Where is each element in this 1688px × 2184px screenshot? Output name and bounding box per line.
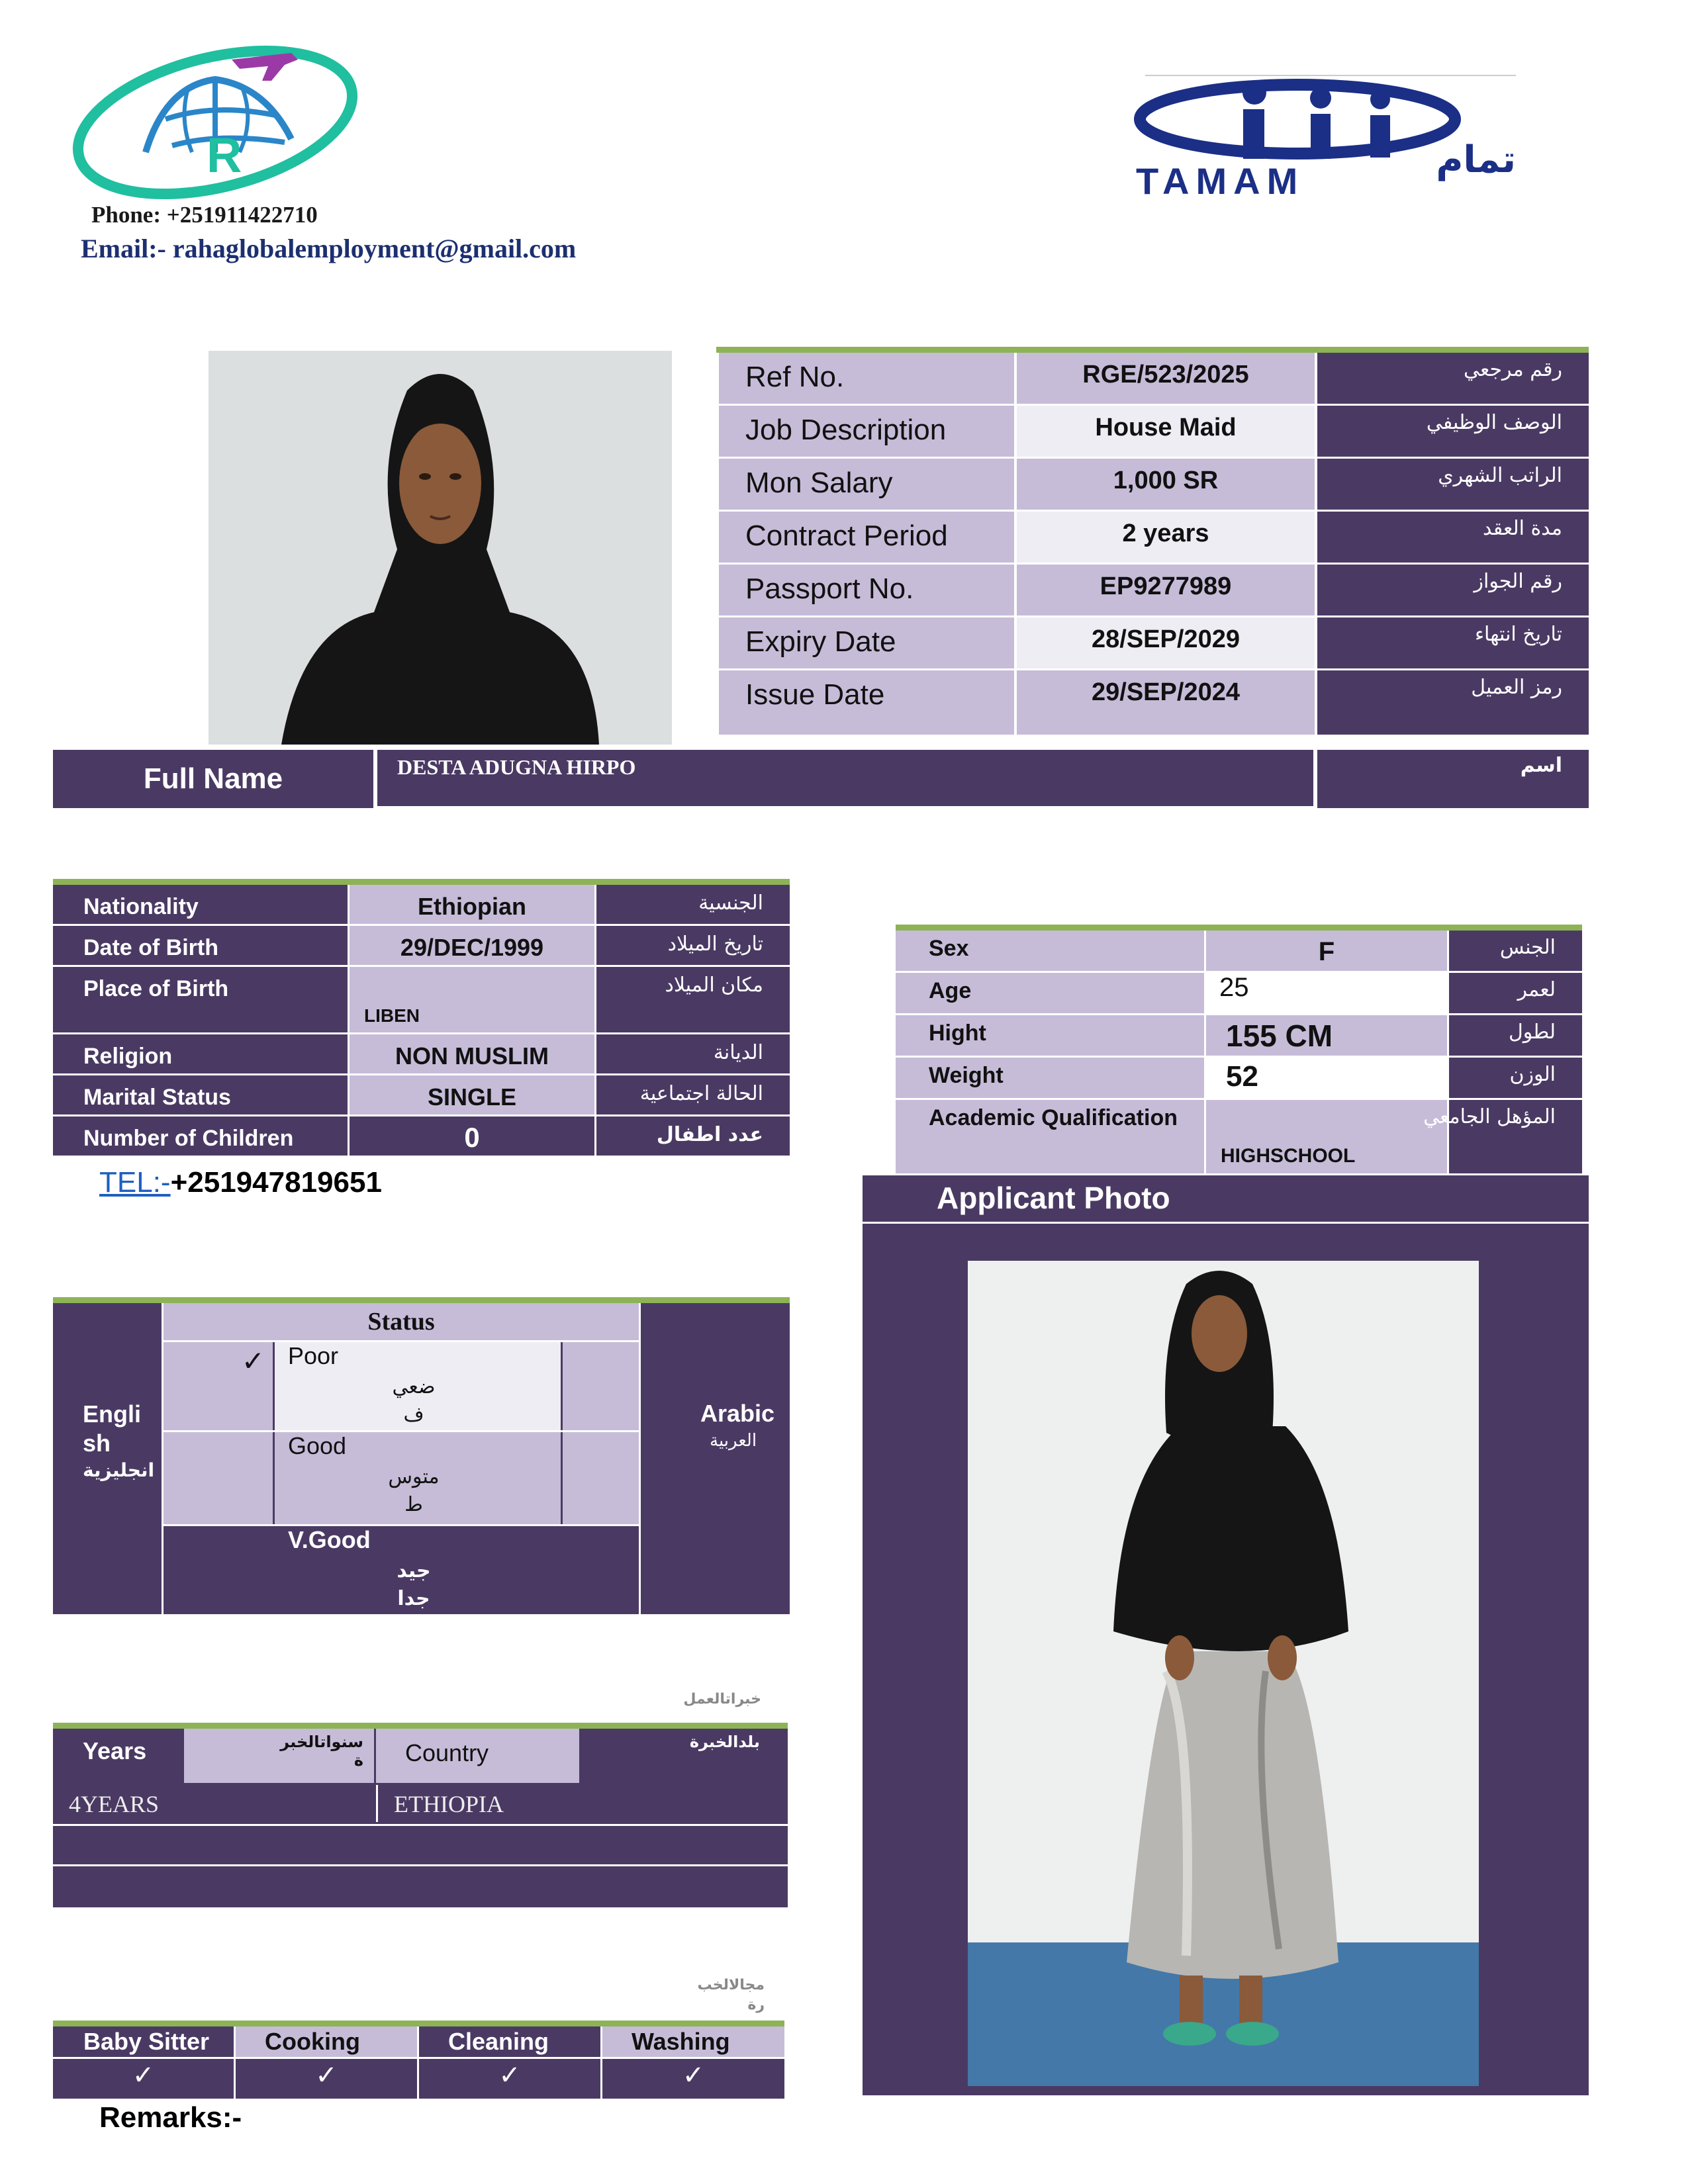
personal-row-arabic: عدد اطفال [596,1116,790,1156]
job-info-table [716,353,1589,750]
physical-row-value: F [1206,931,1447,971]
job-row-value: 28/SEP/2029 [1017,617,1315,668]
country-arabic: بلدالخبرة [689,1733,760,1751]
job-row-arabic: تاريخ انتهاء [1317,617,1589,668]
physical-row-arabic: لعمر [1449,973,1582,1013]
level-arabic-check-cell [563,1526,639,1614]
personal-row-arabic: الديانة [596,1034,790,1073]
skill-label: Baby Sitter [53,2026,234,2057]
level-check-cell [164,1432,273,1524]
level-arabic-1: ضعي [392,1375,436,1398]
physical-row-value: 52 [1206,1058,1447,1098]
physical-row-label: Sex [896,931,1204,971]
years-label: Years [83,1737,147,1764]
tel-prefix[interactable]: TEL:- [99,1166,171,1199]
physical-row-label: Hight [896,1015,1204,1056]
job-row-value: RGE/523/2025 [1017,353,1315,404]
job-row-label: Contract Period [719,512,1014,563]
personal-row-label: Nationality [53,885,348,924]
physical-row-label: Age [896,973,1204,1013]
tamam-logo-arabic: تمام [1436,138,1516,181]
job-row-value: EP9277989 [1017,565,1315,615]
applicant-full-photo [968,1261,1479,2086]
physical-row-arabic: لطول [1449,1015,1582,1056]
physical-row-value: 155 CM [1206,1015,1447,1056]
english-arabic: انجليزية [83,1459,155,1481]
level-cell [275,1526,561,1614]
physical-row-arabic: المؤهل الجامعي [1449,1100,1582,1173]
country-label: Country [376,1729,579,1783]
job-row-arabic: رمز العميل [1317,670,1589,735]
status-header: Status [164,1303,639,1340]
level-arabic-1: متوس [388,1465,440,1488]
personal-row-value: NON MUSLIM [350,1034,594,1073]
agency-logo-letter: R [207,128,242,183]
job-row-label: Passport No. [719,565,1014,615]
physical-row-label: Weight [896,1058,1204,1098]
personal-row-value: SINGLE [350,1075,594,1115]
phone-text: Phone: +251911422710 [91,202,318,228]
skill-check-icon: ✓ [602,2059,784,2099]
personal-row-arabic: تاريخ الميلاد [596,926,790,965]
personal-row-value: Ethiopian [350,885,594,924]
level-arabic-check-cell [563,1432,639,1524]
job-row-value: House Maid [1017,406,1315,457]
personal-row-label: Number of Children [53,1116,348,1156]
skill-label: Cooking [236,2026,417,2057]
tamam-logo [1132,73,1523,205]
email-text: Email:- rahaglobalemployment@gmail.com [81,234,577,263]
level-arabic-2: جدا [397,1587,430,1610]
skill-label: Washing [602,2026,784,2057]
full-name-arabic: اسم [1317,750,1589,808]
level-label: Good [288,1432,347,1459]
level-arabic-2: ف [403,1403,424,1426]
job-row-arabic: الراتب الشهري [1317,459,1589,510]
skill-label: Cleaning [419,2026,600,2057]
personal-row-label: Date of Birth [53,926,348,965]
job-row-arabic: الوصف الوظيفي [1317,406,1589,457]
personal-info-table [53,885,790,1163]
personal-row-label: Marital Status [53,1075,348,1115]
physical-row-arabic: الجنس [1449,931,1582,971]
job-row-value: 29/SEP/2024 [1017,670,1315,735]
job-row-label: Ref No. [719,353,1014,404]
arabic-arabic: العربية [710,1431,757,1451]
full-name-value: DESTA ADUGNA HIRPO [375,750,1315,808]
level-cell [275,1342,561,1430]
job-row-value: 2 years [1017,512,1315,563]
english-label: Engli sh [83,1400,141,1457]
personal-row-label: Religion [53,1034,348,1073]
physical-info-table [896,931,1582,1175]
level-check-cell [164,1526,273,1614]
full-name-label: Full Name [53,750,373,808]
job-row-value: 1,000 SR [1017,459,1315,510]
agency-logo [66,40,364,205]
level-arabic-check-cell [563,1342,639,1430]
personal-row-value: 29/DEC/1999 [350,926,594,965]
personal-row-arabic: الحالة اجتماعية [596,1075,790,1115]
check-icon: ✓ [164,1342,273,1430]
job-row-label: Job Description [719,406,1014,457]
job-row-arabic: مدة العقد [1317,512,1589,563]
tel-line [99,1166,382,1199]
experience-section-arabic: خبراتالعمل [683,1691,761,1707]
physical-row-value: HIGHSCHOOL [1206,1100,1447,1173]
physical-row-value: 25 [1206,973,1447,1013]
level-arabic-1: جيد [397,1559,431,1582]
level-label: V.Good [288,1526,371,1553]
personal-row-value: LIBEN [350,967,594,1032]
remarks-label: Remarks:- [99,2101,242,2134]
applicant-headshot [209,351,672,745]
experience-country: ETHIOPIA [376,1785,788,1822]
skill-check-icon: ✓ [419,2059,600,2099]
tel-number: +251947819651 [170,1166,382,1199]
job-row-label: Issue Date [719,670,1014,735]
tamam-logo-text: TAMAM [1136,160,1305,202]
level-arabic-2: ط [404,1493,423,1516]
level-cell [275,1432,561,1524]
job-row-label: Mon Salary [719,459,1014,510]
skills-table [53,2026,784,2101]
personal-row-value: 0 [350,1116,594,1156]
physical-row-arabic: الوزن [1449,1058,1582,1098]
personal-row-arabic: مكان الميلاد [596,967,790,1032]
skill-check-icon: ✓ [53,2059,234,2099]
personal-row-label: Place of Birth [53,967,348,1032]
level-label: Poor [288,1342,339,1369]
job-row-label: Expiry Date [719,617,1014,668]
years-arabic: سنواتالخبر ة [184,1729,374,1783]
personal-row-arabic: الجنسية [596,885,790,924]
job-row-arabic: رقم مرجعي [1317,353,1589,404]
skill-check-icon: ✓ [236,2059,417,2099]
experience-years: 4YEARS [53,1785,374,1822]
arabic-label: Arabic [700,1400,775,1427]
skills-section-arabic: مجالالخب رة [697,1977,765,2013]
applicant-photo-label: Applicant Photo [937,1181,1170,1215]
physical-row-label: Academic Qualification [896,1100,1204,1173]
job-row-arabic: رقم الجواز [1317,565,1589,615]
